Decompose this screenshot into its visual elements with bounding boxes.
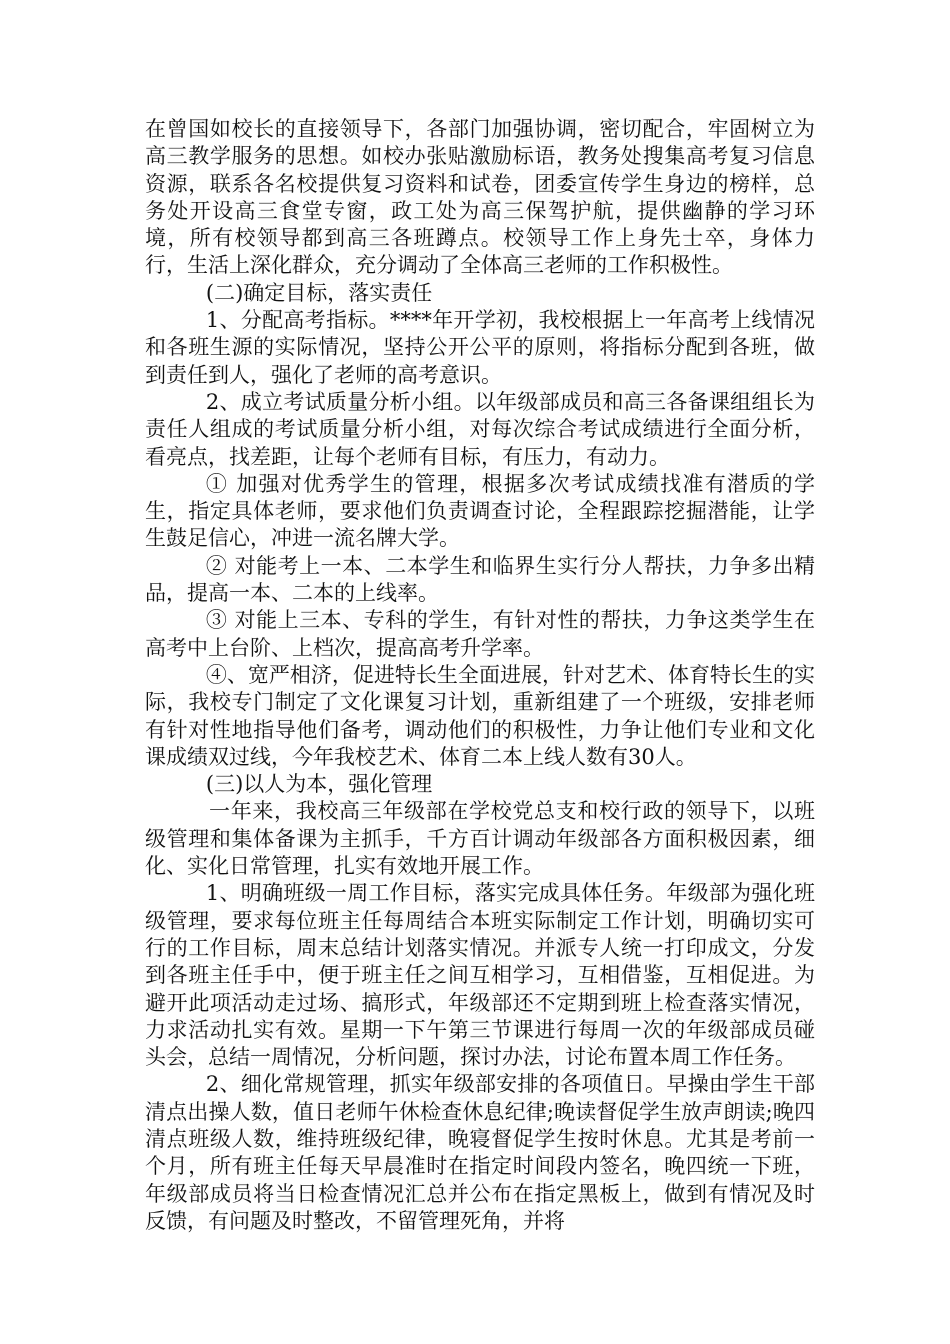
paragraph-weekly-goals: 1、明确班级一周工作目标，落实完成具体任务。年级部为强化班级管理，要求每位班主任每周结合本班实际制定工作计划，明确切实可行的工作目标，周末总结计划落实情况。并派专人统一打印成文，分发到各班主任手中，便于班主任之间互相学习，互相借鉴，互相促进。为避开此项活动走过场、搞形式，年级部还不定期到班上检查落实情况，力求活动扎实有效。星期一下午第三节课进行每周一次的年级部成员碰头会，总结一周情况，分析问题，探讨办法，讨论布置本周工作任务。 — [145, 881, 815, 1070]
section-heading-3: (三)以人为本，强化管理 — [205, 772, 433, 797]
paragraph-item-2: 2、成立考试质量分析小组。以年级部成员和高三各备课组组长为责任人组成的考试质量分析小组，对每次综合考试成绩进行全面分析，看亮点，找差距，让每个老师有目标，有压力，有动力。 — [145, 389, 815, 469]
paragraph-sub-item-4: ④、宽严相济，促进特长生全面进展，针对艺术、体育特长生的实际，我校专门制定了文化课复习计划，重新组建了一个班级，安排老师有针对性地指导他们备考，调动他们的积极性，力争让他们专业和文化课成绩双过线，今年我校艺术、体育二本上线人数有30人。 — [145, 662, 815, 769]
paragraph-sub-item-2: ② 对能考上一本、二本学生和临界生实行分人帮扶，力争多出精品，提高一本、二本的上线率。 — [145, 553, 815, 606]
paragraph-sub-item-1: ① 加强对优秀学生的管理，根据多次考试成绩找准有潜质的学生，指定具体老师，要求他们负责调查讨论，全程跟踪挖掘潜能，让学生鼓足信心，冲进一流名牌大学。 — [145, 471, 815, 551]
paragraph-sub-item-3: ③ 对能上三本、专科的学生，有针对性的帮扶，力争这类学生在高考中上台阶、上档次，提高高考升学率。 — [145, 608, 815, 660]
paragraph-routine-management: 2、细化常规管理，抓实年级部安排的各项值日。早操由学生干部清点出操人数，值日老师午休检查休息纪律;晚读督促学生放声朗读;晚四清点班级人数，维持班级纪律，晚寝督促学生按时休息。尤其是考前一个月，所有班主任每天早晨准时在指定时间段内签名，晚四统一下班，年级部成员将当日检查情况汇总并公布在指定黑板上，做到有情况及时反馈，有问题及时整改，不留管理死角，并将 — [145, 1072, 815, 1233]
paragraph-item-1: 1、分配高考指标。****年开学初，我校根据上一年高考上线情况和各班生源的实际情况，坚持公开公平的原则，将指标分配到各班，做到责任到人，强化了老师的高考意识。 — [145, 308, 815, 387]
paragraph-grade-overview: 一年来，我校高三年级部在学校党总支和校行政的领导下，以班级管理和集体备课为主抓手，千方百计调动年级部各方面积极因素，细化、实化日常管理，扎实有效地开展工作。 — [145, 799, 815, 879]
document-body — [145, 116, 815, 1235]
paragraph-leadership: 在曾国如校长的直接领导下，各部门加强协调，密切配合，牢固树立为高三教学服务的思想。如校办张贴激励标语，教务处搜集高考复习信息资源，联系各名校提供复习资料和试卷，团委宣传学生身边的榜样，总务处开设高三食堂专窗，政工处为高三保驾护航，提供幽静的学习环境，所有校领导都到高三各班蹲点。校领导工作上身先士卒，身体力行，生活上深化群众，充分调动了全体高三老师的工作积极性。 — [145, 117, 815, 278]
section-heading-2: (二)确定目标，落实责任 — [205, 280, 433, 305]
